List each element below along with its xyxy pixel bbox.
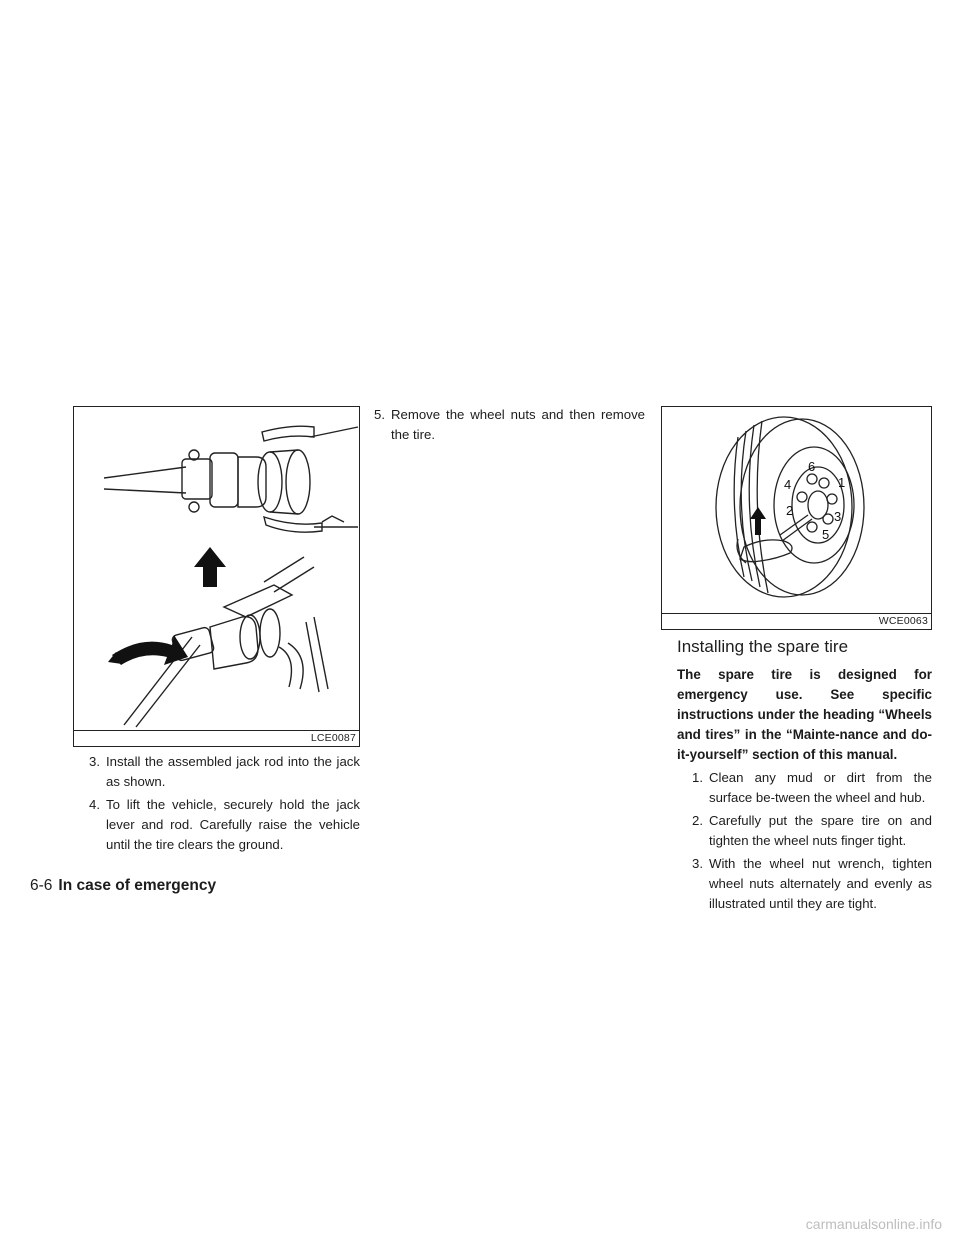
nut-number-4: 4 bbox=[784, 477, 792, 492]
nut-number-1: 1 bbox=[838, 475, 846, 490]
section-intro: The spare tire is designed for emergency use. See specific instructions under the heading “Wheels and tires” in the “Mainte-nance and do-it-yourself” section of this manual. bbox=[677, 667, 932, 762]
section-title: Installing the spare tire bbox=[677, 637, 849, 656]
jack-rod-illustration bbox=[74, 407, 359, 746]
step-2-put-spare: 2. Carefully put the spare tire on and tighten the wheel nuts finger tight. bbox=[692, 813, 932, 848]
nut-number-5: 5 bbox=[822, 527, 830, 542]
wheel-nut-figure bbox=[661, 406, 932, 630]
figure-code: WCE0063 bbox=[878, 615, 928, 627]
page-footer bbox=[30, 877, 216, 895]
step-3-tighten-nuts: 3. With the wheel nut wrench, tighten wheel nuts alternately and evenly as illustrated until they are tight. bbox=[692, 856, 932, 911]
step-3-jack-rod: 3. Install the assembled jack rod into the jack as shown. bbox=[89, 754, 360, 789]
nut-number-6: 6 bbox=[808, 459, 816, 474]
nut-number-3: 3 bbox=[834, 509, 842, 524]
step-1-clean-surface: 1. Clean any mud or dirt from the surface be-tween the wheel and hub. bbox=[692, 770, 932, 805]
jack-rod-figure bbox=[73, 406, 360, 747]
step-4-lift-vehicle: 4. To lift the vehicle, securely hold the jack lever and rod. Carefully raise the vehicle until the tire clears the ground. bbox=[89, 797, 360, 852]
figure-code: LCE0087 bbox=[310, 732, 356, 744]
wheel-illustration bbox=[662, 407, 931, 629]
page-number: 6-6 bbox=[30, 877, 53, 894]
nut-number-2: 2 bbox=[786, 503, 794, 518]
chapter-title: In case of emergency bbox=[58, 877, 217, 894]
step-5-remove-nuts: 5. Remove the wheel nuts and then remove the tire. bbox=[374, 407, 645, 442]
watermark: carmanualsonline.info bbox=[805, 1216, 942, 1232]
